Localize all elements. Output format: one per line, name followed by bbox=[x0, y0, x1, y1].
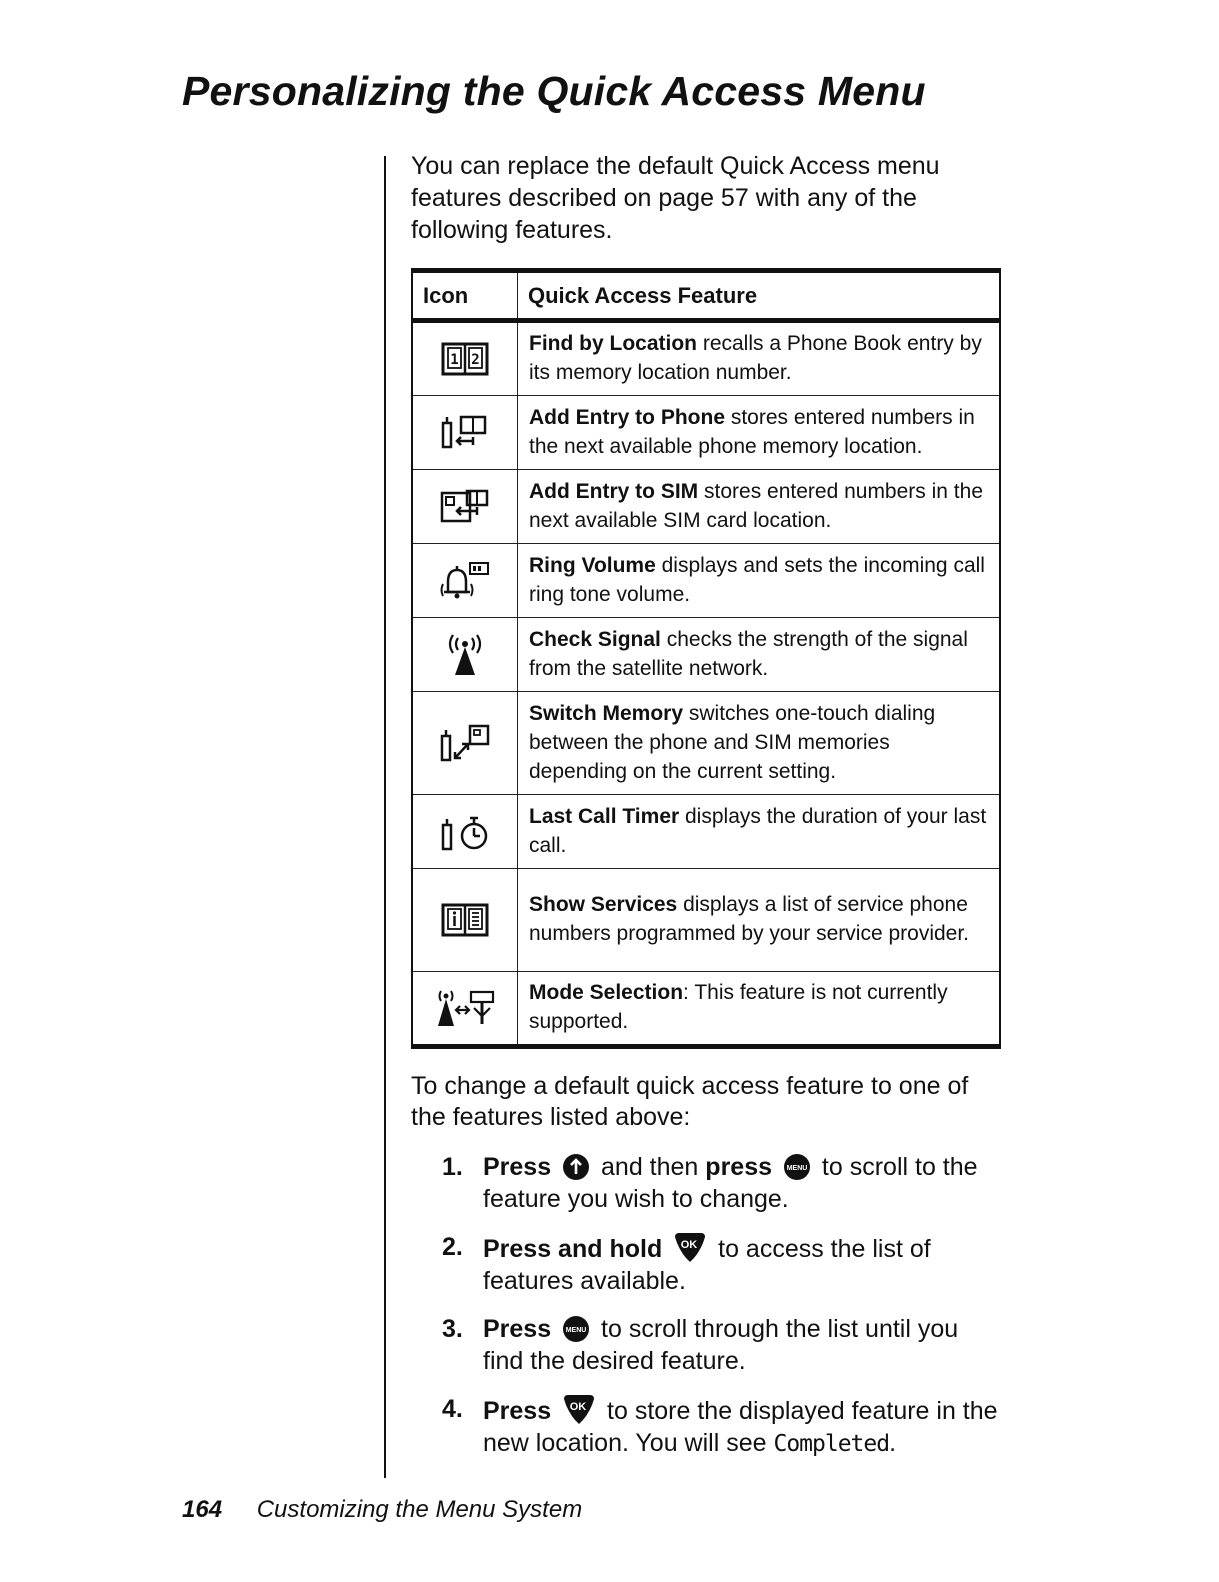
phone-book-12-icon bbox=[440, 340, 490, 378]
table-row bbox=[412, 869, 1000, 972]
call-timer-icon bbox=[439, 811, 491, 853]
table-row bbox=[412, 544, 1000, 618]
ring-volume-icon bbox=[438, 560, 492, 602]
step-text: to scroll through the list until you find the desired feature. bbox=[483, 1315, 959, 1375]
feature-description: displays the duration of your last call. bbox=[529, 804, 987, 857]
features-table bbox=[411, 268, 1001, 1049]
feature-description: stores entered numbers in the next available SIM card location. bbox=[529, 479, 983, 532]
feature-description: stores entered numbers in the next available phone memory location. bbox=[529, 405, 975, 458]
ok-button-icon bbox=[673, 1231, 707, 1263]
feature-description: : This feature is not currently supported. bbox=[529, 981, 948, 1033]
feature-name: Add Entry to Phone bbox=[529, 405, 725, 429]
feature-name: Mode Selection bbox=[529, 981, 684, 1004]
menu-button-icon bbox=[783, 1153, 811, 1181]
feature-name: Find by Location bbox=[529, 332, 697, 355]
page-title: Personalizing the Quick Access Menu bbox=[182, 68, 926, 114]
feature-description: switches one-touch dialing between the phone and SIM memories depending on the current setting. bbox=[529, 701, 936, 783]
step-number: 3. bbox=[442, 1315, 463, 1343]
feature-name: Switch Memory bbox=[529, 701, 684, 725]
table-row bbox=[412, 321, 1000, 396]
add-to-phone-icon bbox=[439, 413, 491, 453]
step-text: to store the displayed feature in the new location. You will see bbox=[483, 1397, 998, 1457]
icon-column-header: Icon bbox=[412, 271, 518, 321]
step-number: 4. bbox=[442, 1395, 463, 1423]
table-row bbox=[412, 470, 1000, 544]
table-row bbox=[412, 795, 1000, 869]
step-item bbox=[411, 1313, 1001, 1377]
ok-button-icon bbox=[562, 1393, 596, 1425]
step-text: to access the list of features available. bbox=[483, 1235, 931, 1295]
feature-name: Add Entry to SIM bbox=[529, 479, 699, 503]
instructions-lead: To change a default quick access feature to one of the features listed above: bbox=[411, 1072, 969, 1131]
margin-rule bbox=[384, 156, 386, 1478]
step-item bbox=[411, 1151, 1001, 1215]
step-text: . bbox=[889, 1429, 897, 1457]
step-keyword: Press bbox=[483, 1153, 552, 1181]
step-number: 1. bbox=[442, 1153, 463, 1181]
feature-description: checks the strength of the signal from the satellite network. bbox=[529, 627, 968, 680]
feature-description: displays a list of service phone numbers programmed by your service provider. bbox=[529, 893, 970, 945]
step-keyword: Press bbox=[483, 1315, 552, 1343]
step-keyword: press bbox=[705, 1153, 773, 1181]
svg-text:1: 1 bbox=[450, 352, 459, 368]
steps-list bbox=[411, 1151, 1001, 1460]
feature-column-header: Quick Access Feature bbox=[518, 271, 1001, 321]
scroll-up-button-icon bbox=[562, 1153, 590, 1181]
feature-description: recalls a Phone Book entry by its memory location number. bbox=[529, 332, 982, 384]
feature-name: Show Services bbox=[529, 893, 678, 916]
section-title: Customizing the Menu System bbox=[256, 1496, 583, 1523]
step-number: 2. bbox=[442, 1233, 463, 1261]
feature-name: Ring Volume bbox=[529, 553, 656, 577]
switch-memory-icon bbox=[438, 722, 492, 764]
add-to-sim-icon bbox=[439, 487, 491, 527]
table-row bbox=[412, 972, 1000, 1047]
lcd-message: Completed bbox=[773, 1431, 890, 1457]
step-text: to scroll to the feature you wish to change. bbox=[483, 1153, 978, 1213]
step-keyword: Press bbox=[483, 1397, 552, 1425]
intro-paragraph: You can replace the default Quick Access menu features described on page 57 with any of the following features. bbox=[411, 152, 940, 244]
feature-name: Check Signal bbox=[529, 627, 661, 651]
svg-text:2: 2 bbox=[471, 352, 480, 368]
ok-button-label: OK bbox=[680, 1239, 698, 1251]
menu-button-icon bbox=[562, 1315, 590, 1343]
content-column bbox=[411, 150, 1001, 1476]
page-number: 164 bbox=[182, 1496, 223, 1523]
ok-button-label: OK bbox=[569, 1401, 587, 1413]
page-footer bbox=[182, 1496, 582, 1524]
menu-button-label: MENU bbox=[565, 1327, 587, 1334]
info-book-icon bbox=[440, 901, 490, 939]
step-text: and then bbox=[594, 1153, 706, 1181]
table-header-row bbox=[412, 271, 1000, 321]
feature-name: Last Call Timer bbox=[529, 804, 680, 828]
step-item bbox=[411, 1231, 1001, 1297]
table-row bbox=[412, 618, 1000, 692]
table-row bbox=[412, 692, 1000, 795]
step-keyword: Press and hold bbox=[483, 1235, 663, 1263]
menu-button-label: MENU bbox=[786, 1165, 808, 1172]
mode-selection-icon bbox=[433, 986, 497, 1030]
signal-tower-icon bbox=[443, 632, 487, 678]
step-item bbox=[411, 1393, 1001, 1460]
table-row bbox=[412, 396, 1000, 470]
feature-description: displays and sets the incoming call ring tone volume. bbox=[529, 553, 985, 606]
